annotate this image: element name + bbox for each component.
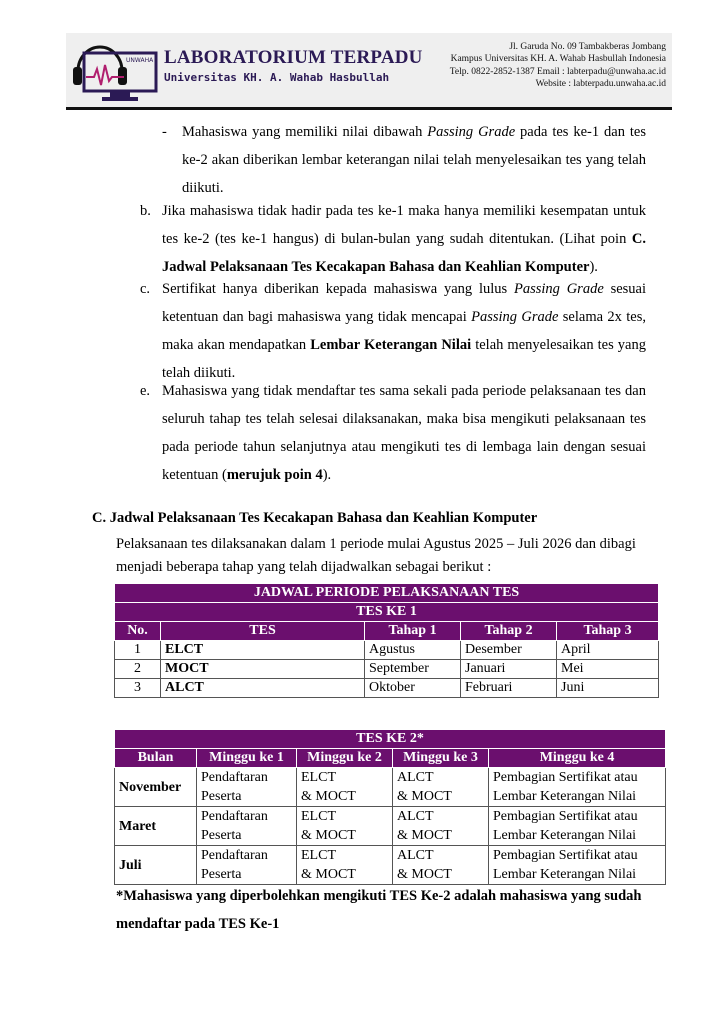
- table-cell-bulan: November: [115, 768, 197, 807]
- lab-logo: [70, 37, 160, 103]
- table2-header-cell: Minggu ke 4: [489, 749, 666, 768]
- table-row: [115, 846, 666, 885]
- table-cell: Pembagian Sertifikat atau Lembar Keterangan Nilai: [489, 807, 666, 846]
- table-cell: MOCT: [161, 660, 365, 679]
- table-cell: ELCT & MOCT: [297, 807, 393, 846]
- table1-header-cell: Tahap 2: [461, 622, 557, 641]
- table1-subtitle: TES KE 1: [115, 603, 659, 622]
- schedule-table-1: [114, 583, 659, 698]
- table-cell: Desember: [461, 641, 557, 660]
- item-e-marker: e.: [140, 383, 151, 399]
- section-c-intro-line1: Pelaksanaan tes dilaksanakan dalam 1 periode mulai Agustus 2025 – Juli 2026 dan dibagi: [116, 536, 636, 552]
- table-cell: ELCT & MOCT: [297, 846, 393, 885]
- schedule-table-2: [114, 729, 666, 885]
- item-e-text: Mahasiswa yang tidak mendaftar tes sama sekali pada periode pelaksanaan tes dan seluruh tahap tes telah selesai dilaksanakan, maka bisa mengikuti pelaksanaan tes pada periode tahun selanjutnya atau mengikuti tes di lembaga lain dengan sesuai ketentuan (merujuk poin 4).: [162, 383, 646, 483]
- table-cell: September: [365, 660, 461, 679]
- table-cell: ALCT & MOCT: [393, 846, 489, 885]
- address-block: [450, 41, 666, 90]
- table-cell: 2: [115, 660, 161, 679]
- table-cell: ALCT & MOCT: [393, 807, 489, 846]
- table1-title: JADWAL PERIODE PELAKSANAAN TES: [115, 584, 659, 603]
- table-cell-bulan: Maret: [115, 807, 197, 846]
- lab-title: LABORATORIUM TERPADU: [164, 47, 423, 68]
- table-cell: April: [557, 641, 659, 660]
- table-row: [115, 679, 659, 698]
- table-cell: Juni: [557, 679, 659, 698]
- table2-header-cell: Minggu ke 2: [297, 749, 393, 768]
- table-cell: ELCT: [161, 641, 365, 660]
- logo-text: UNWAHA: [126, 57, 154, 64]
- item-b-marker: b.: [140, 203, 151, 219]
- table2-header-cell: Bulan: [115, 749, 197, 768]
- table-row: [115, 641, 659, 660]
- footnote: *Mahasiswa yang diperbolehkan mengikuti TES Ke-2 adalah mahasiswa yang sudah mendaftar pada TES Ke-1: [116, 888, 642, 932]
- section-c-intro-line2: menjadi beberapa tahap yang telah dijadwalkan sebagai berikut :: [116, 559, 492, 575]
- table-row: [115, 807, 666, 846]
- table2-title: TES KE 2*: [115, 730, 666, 749]
- table-row: [115, 768, 666, 807]
- table-cell: Pendaftaran Peserta: [197, 768, 297, 807]
- table2-header-cell: Minggu ke 3: [393, 749, 489, 768]
- table-cell: ELCT & MOCT: [297, 768, 393, 807]
- table-cell: Pendaftaran Peserta: [197, 846, 297, 885]
- header-divider: [66, 107, 672, 110]
- table-cell: Agustus: [365, 641, 461, 660]
- table-cell: Mei: [557, 660, 659, 679]
- table-cell: Pendaftaran Peserta: [197, 807, 297, 846]
- address-line: Telp. 0822-2852-1387 Email : labterpadu@unwaha.ac.id: [449, 66, 666, 77]
- table-cell: 3: [115, 679, 161, 698]
- address-line: Website : labterpadu.unwaha.ac.id: [535, 78, 666, 89]
- dash-marker: -: [162, 124, 167, 140]
- table-cell: Januari: [461, 660, 557, 679]
- table2-header-cell: Minggu ke 1: [197, 749, 297, 768]
- table-cell: ALCT: [161, 679, 365, 698]
- table-cell-bulan: Juli: [115, 846, 197, 885]
- letterhead: [66, 33, 672, 107]
- table-cell: Februari: [461, 679, 557, 698]
- table-row: [115, 660, 659, 679]
- dash-item-text: Mahasiswa yang memiliki nilai dibawah Passing Grade pada tes ke-1 dan tes ke-2 akan diberikan lembar keterangan nilai telah menyelesaikan tes yang telah diikuti.: [182, 124, 646, 196]
- item-b-text: Jika mahasiswa tidak hadir pada tes ke-1 maka hanya memiliki kesempatan untuk tes ke-2 (tes ke-1 hangus) di bulan-bulan yang sudah ditentukan. (Lihat poin C. Jadwal Pelaksanaan Tes Kecakapan Bahasa dan Keahlian Komputer).: [162, 203, 646, 275]
- item-c-text: Sertifikat hanya diberikan kepada mahasiswa yang lulus Passing Grade sesuai ketentuan dan bagi mahasiswa yang tidak mencapai Passing Grade selama 2x tes, maka akan mendapatkan Lembar Keterangan Nilai telah menyelesaikan tes yang telah diikuti.: [162, 281, 646, 381]
- address-line: Kampus Universitas KH. A. Wahab Hasbullah Indonesia: [450, 54, 666, 65]
- table1-header-cell: TES: [161, 622, 365, 641]
- table1-header-cell: Tahap 1: [365, 622, 461, 641]
- section-c-heading: C. Jadwal Pelaksanaan Tes Kecakapan Bahasa dan Keahlian Komputer: [92, 510, 538, 526]
- lab-subtitle: Universitas KH. A. Wahab Hasbullah: [164, 71, 390, 84]
- table1-header-cell: Tahap 3: [557, 622, 659, 641]
- table-cell: 1: [115, 641, 161, 660]
- table1-header-cell: No.: [115, 622, 161, 641]
- table-cell: Pembagian Sertifikat atau Lembar Keterangan Nilai: [489, 768, 666, 807]
- table-cell: Pembagian Sertifikat atau Lembar Keterangan Nilai: [489, 846, 666, 885]
- address-line: Jl. Garuda No. 09 Tambakberas Jombang: [509, 42, 666, 52]
- item-c-marker: c.: [140, 281, 151, 297]
- table-cell: ALCT & MOCT: [393, 768, 489, 807]
- table-cell: Oktober: [365, 679, 461, 698]
